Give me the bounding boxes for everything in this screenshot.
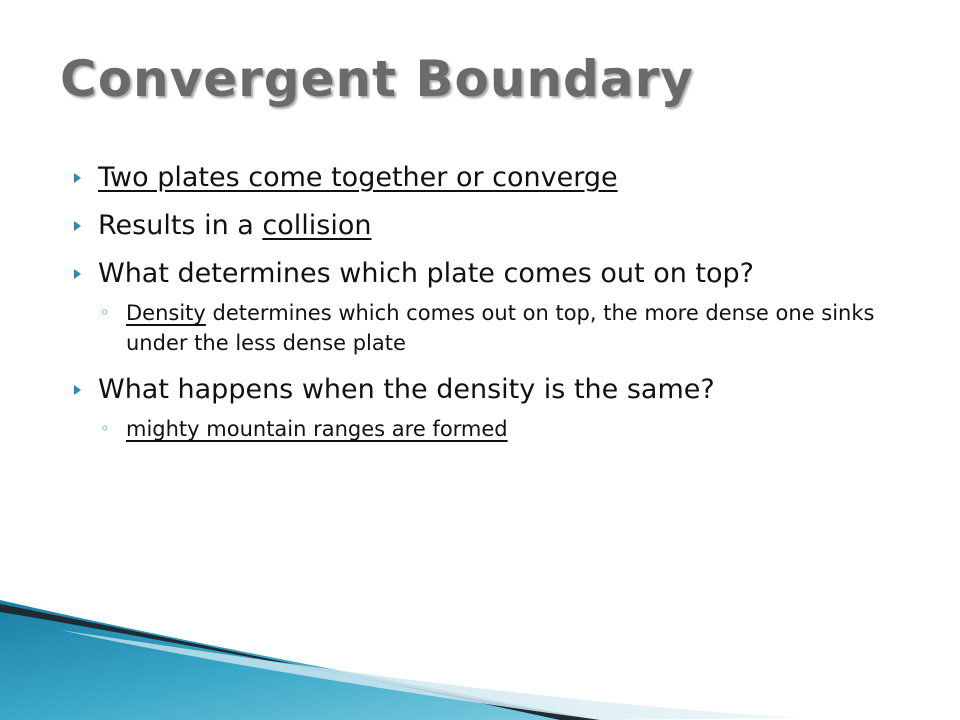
bullet-text: What happens when the density is the same? (98, 374, 715, 405)
bullet-underlined-term: collision (262, 210, 372, 241)
bullet-text: What determines which plate comes out on top? (98, 258, 754, 289)
circle-bullet-icon: ◦ (100, 303, 110, 322)
bullet-text: Two plates come together or converge (98, 162, 618, 193)
slide-title: Convergent Boundary (60, 50, 694, 108)
circle-bullet-icon: ◦ (100, 419, 110, 438)
sub-bullet-text: determines which comes out on top, the more dense one sinks under the less dense plate (126, 301, 875, 355)
sub-bullet-underlined-term: Density (126, 301, 206, 325)
sub-bullet-text: mighty mountain ranges are formed (126, 417, 508, 441)
bullet-text: Results in a (98, 210, 263, 241)
